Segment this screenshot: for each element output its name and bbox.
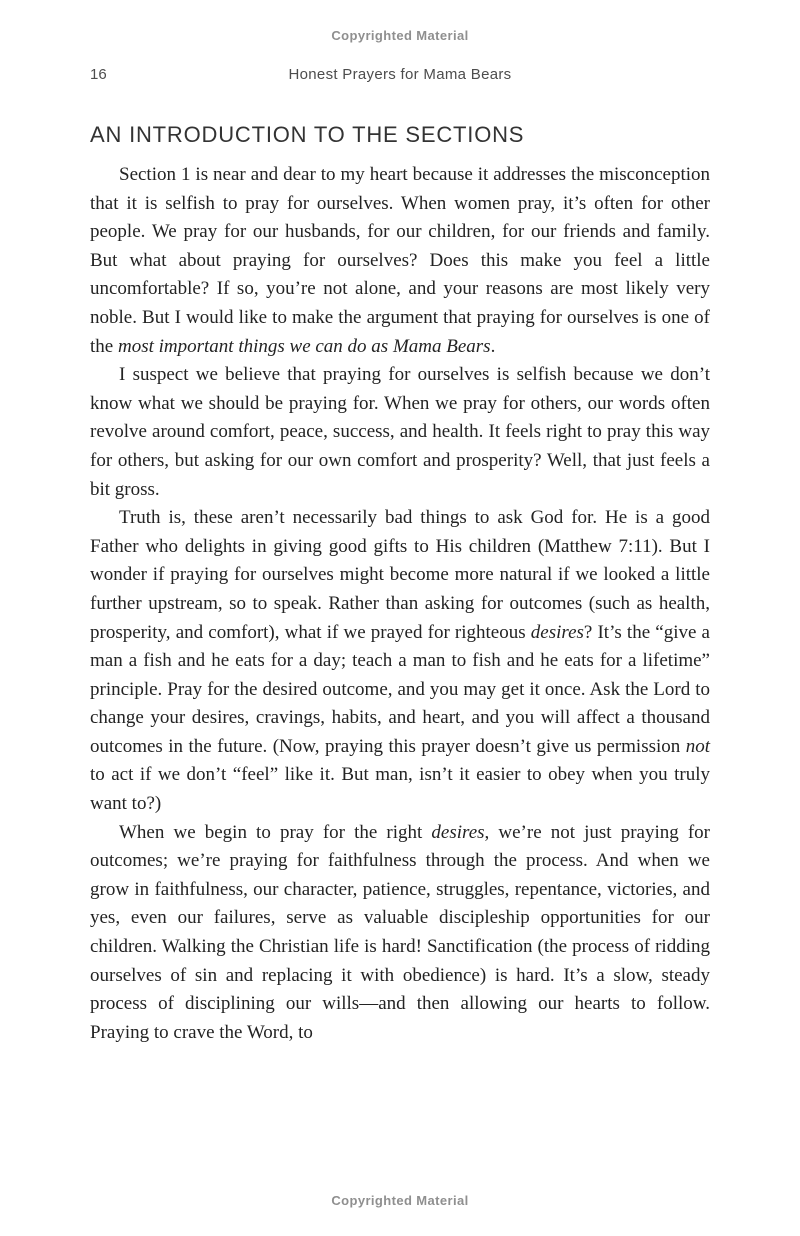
copyright-notice-bottom: Copyrighted Material bbox=[331, 1193, 469, 1208]
italic-text-segment: most important things we can do as Mama Bears bbox=[117, 335, 491, 357]
text-segment: When we begin to pray for the right bbox=[119, 821, 432, 843]
text-segment: I suspect we believe that praying for ourselves is selfish because we don’t know what we should be praying for. When we pray for others, our words often revolve around comfort, peace, success, and health. It feels right to pray this way for others, but asking for our own comfort and prosperity? Well, that just feels a bit gross. bbox=[90, 364, 710, 500]
paragraph bbox=[90, 161, 710, 361]
copyright-notice-top: Copyrighted Material bbox=[331, 28, 469, 43]
italic-text-segment: not bbox=[685, 735, 710, 757]
italic-text-segment: desires bbox=[530, 621, 584, 643]
text-segment: to act if we don’t “feel” like it. But man, isn’t it easier to obey when you truly want to?) bbox=[90, 764, 710, 815]
text-segment: , we’re not just praying for outcomes; we’re praying for faithfulness through the process. And when we grow in faithfulness, our character, patience, struggles, repentance, victories, and yes, even our failures, serve as valuable discipleship opportunities for our children. Walking the Christian life is hard! Sanctification (the process of ridding ourselves of sin and replacing it with obedience) is hard. It’s a slow, steady process of disciplining our wills—and then allowing our hearts to follow. Praying to crave the Word, to bbox=[90, 821, 710, 1043]
page-number: 16 bbox=[90, 66, 107, 83]
text-segment: ? It’s the “give a man a fish and he eats for a day; teach a man to fish and he eats for a lifetime” principle. Pray for the desired outcome, and you may get it once. Ask the Lord to change your desires, cravings, habits, and heart, and you will affect a thousand outcomes in the future. (Now, praying this prayer doesn’t give us permission bbox=[90, 621, 710, 757]
body-text bbox=[90, 161, 710, 1047]
text-segment: . bbox=[490, 335, 496, 357]
paragraph bbox=[90, 504, 710, 819]
text-segment: Section 1 is near and dear to my heart because it addresses the misconception that it is selfish to pray for ourselves. When women pray, it’s often for other people. We pray for our husbands, for our children, for our friends and family. But what about praying for ourselves? Does this make you feel a little uncomfortable? If so, you’re not alone, and your reasons are most likely very noble. But I would like to make the argument that praying for ourselves is one of the bbox=[90, 164, 710, 357]
running-head-row bbox=[0, 66, 800, 84]
running-head-title: Honest Prayers for Mama Bears bbox=[288, 66, 512, 83]
paragraph bbox=[90, 819, 710, 1048]
section-heading: AN INTRODUCTION TO THE SECTIONS bbox=[90, 122, 525, 147]
paragraph bbox=[90, 361, 710, 504]
text-segment: Truth is, these aren’t necessarily bad things to ask God for. He is a good Father who delights in giving good gifts to His children (Matthew 7:11). But I wonder if praying for ourselves might become more natural if we looked a little further upstream, so to speak. Rather than asking for outcomes (such as health, prosperity, and comfort), what if we prayed for righteous bbox=[90, 507, 710, 643]
italic-text-segment: desires bbox=[431, 821, 485, 843]
